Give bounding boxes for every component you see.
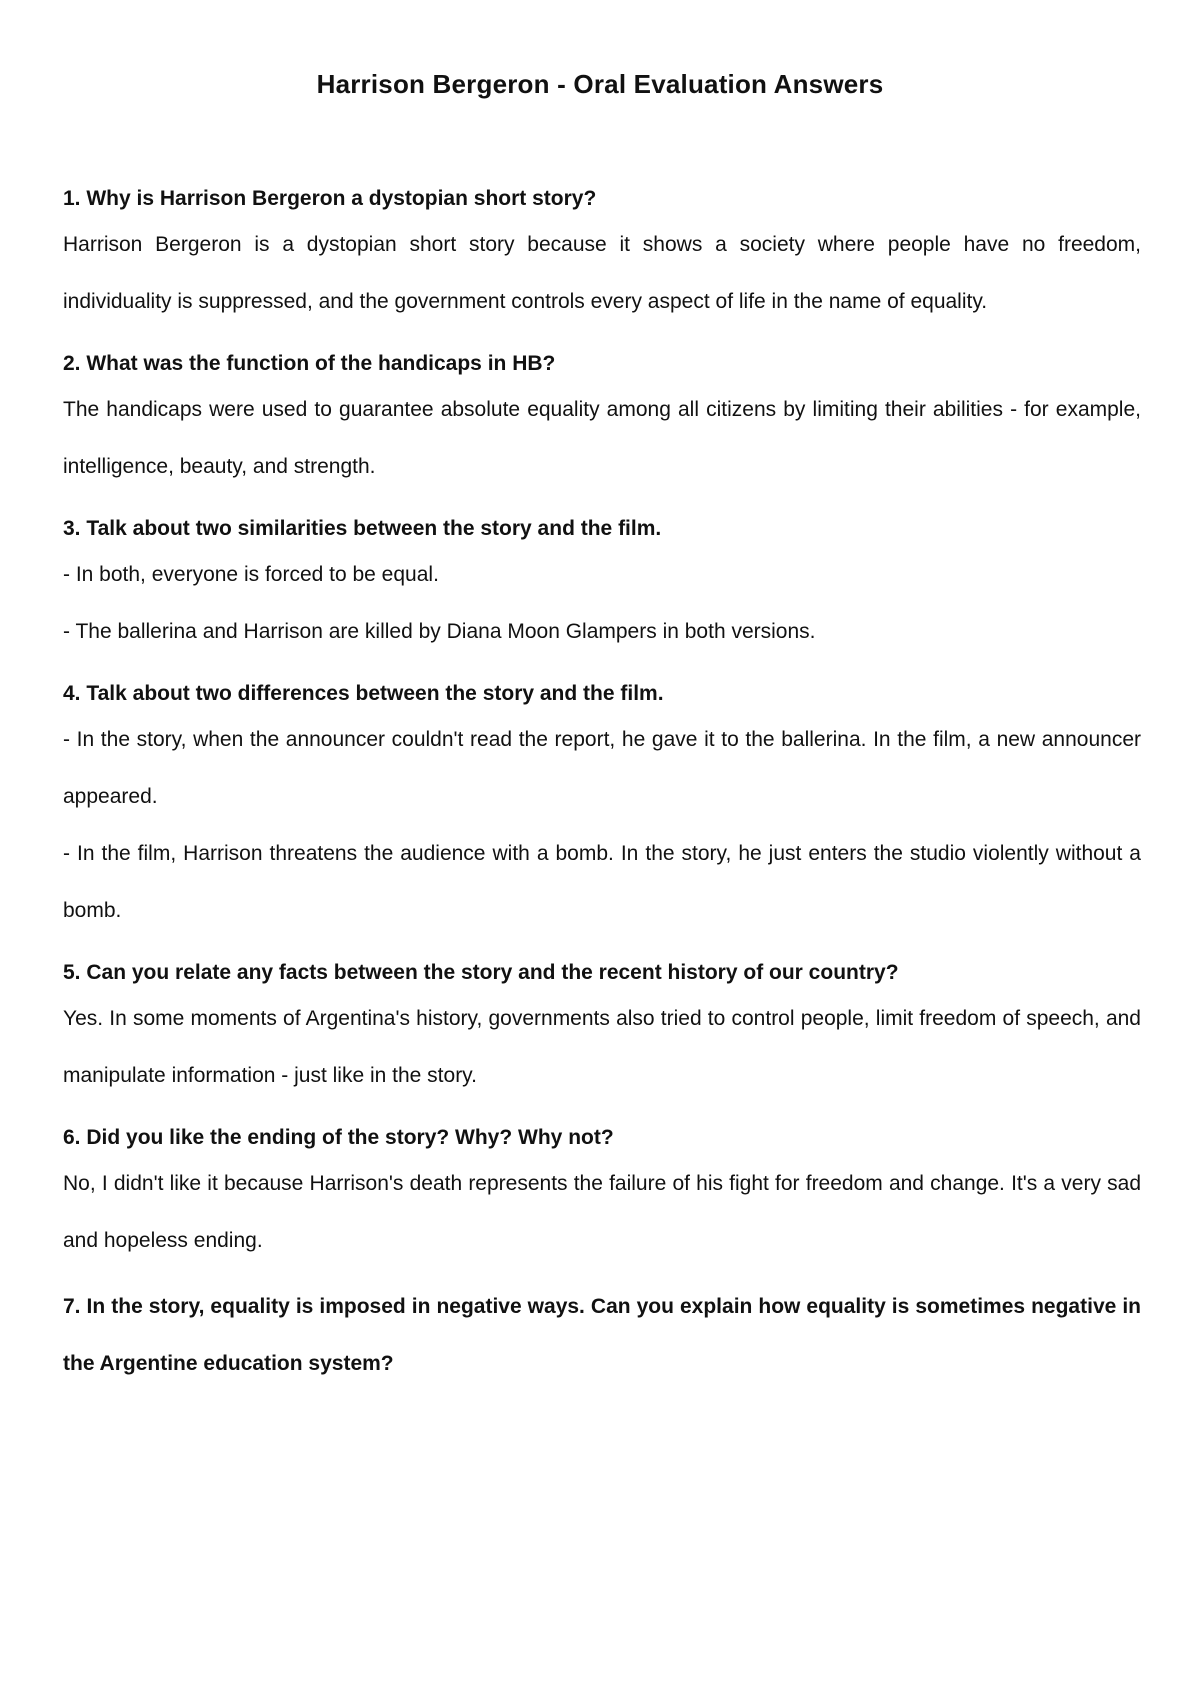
qa-item-7 xyxy=(63,1278,1141,1392)
question-6: 6. Did you like the ending of the story? Why? Why not? xyxy=(63,1126,614,1149)
answer-2: The handicaps were used to guarantee absolute equality among all citizens by limiting their abilities - for example, intelligence, beauty, and strength. xyxy=(63,398,1141,478)
question-1: 1. Why is Harrison Bergeron a dystopian short story? xyxy=(63,187,597,210)
question-2: 2. What was the function of the handicaps in HB? xyxy=(63,352,556,375)
answer-3-point-1: - In both, everyone is forced to be equal. xyxy=(63,563,439,586)
qa-item-4 xyxy=(63,677,1141,939)
document-title: Harrison Bergeron - Oral Evaluation Answers xyxy=(316,69,884,99)
answer-6: No, I didn't like it because Harrison's death represents the failure of his fight for freedom and change. It's a very sad and hopeless ending. xyxy=(63,1172,1141,1252)
question-7: 7. In the story, equality is imposed in negative ways. Can you explain how equality is sometimes negative in the Argentine education system? xyxy=(63,1295,1141,1375)
question-3: 3. Talk about two similarities between the story and the film. xyxy=(63,517,662,540)
qa-item-3 xyxy=(63,512,1141,660)
qa-item-2 xyxy=(63,347,1141,495)
question-4: 4. Talk about two differences between the story and the film. xyxy=(63,682,664,705)
question-5: 5. Can you relate any facts between the story and the recent history of our country? xyxy=(63,961,899,984)
qa-item-1 xyxy=(63,182,1141,330)
answer-5: Yes. In some moments of Argentina's history, governments also tried to control people, limit freedom of speech, and manipulate information - just like in the story. xyxy=(63,1007,1141,1087)
qa-item-5 xyxy=(63,956,1141,1104)
document-body xyxy=(63,182,1141,1409)
answer-4-point-1: - In the story, when the announcer couldn't read the report, he gave it to the ballerina. In the film, a new announcer appeared. xyxy=(63,728,1141,808)
answer-3-point-2: - The ballerina and Harrison are killed by Diana Moon Glampers in both versions. xyxy=(63,620,816,643)
qa-item-6 xyxy=(63,1121,1141,1269)
answer-4-point-2: - In the film, Harrison threatens the audience with a bomb. In the story, he just enters the studio violently without a bomb. xyxy=(63,842,1141,922)
answer-1: Harrison Bergeron is a dystopian short story because it shows a society where people have no freedom, individuality is suppressed, and the government controls every aspect of life in the name of equality. xyxy=(63,233,1141,313)
